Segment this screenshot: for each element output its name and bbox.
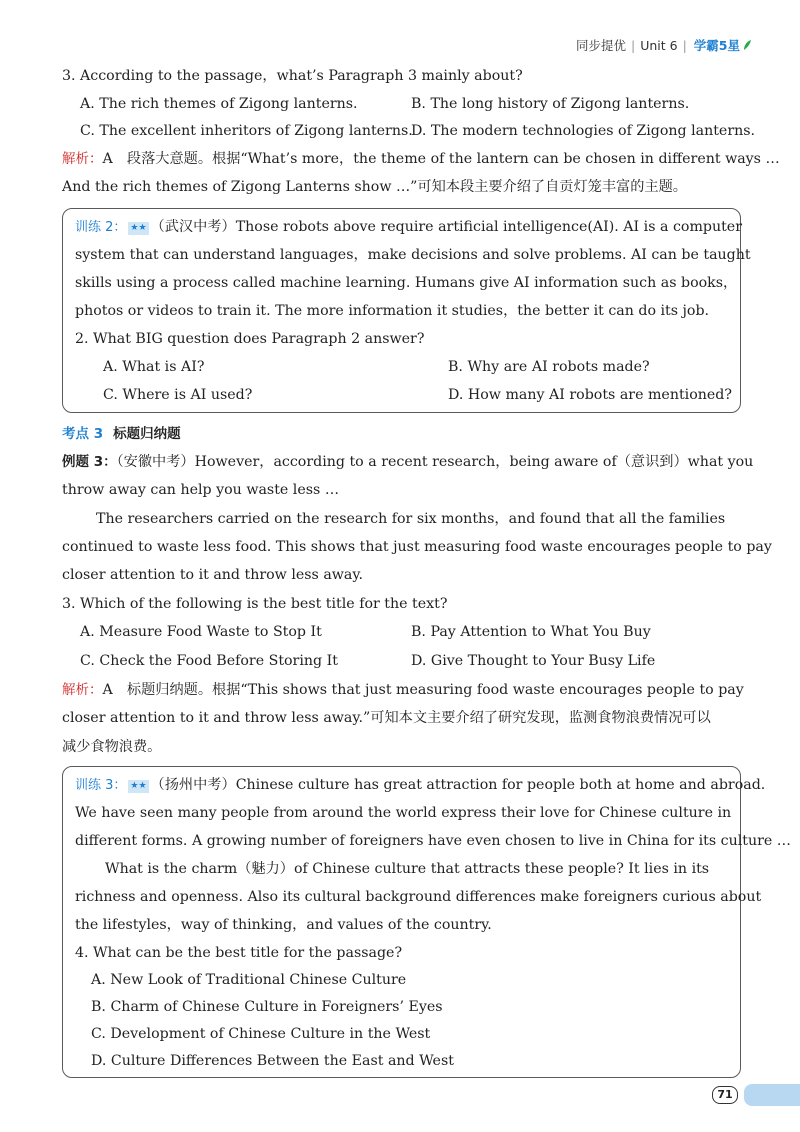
option-d: D. Culture Differences Between the East and West [91, 1053, 454, 1069]
passage-text: system that can understand languages，make decisions and solve problems. AI can be taught [75, 247, 751, 263]
training-2-box [62, 208, 751, 413]
option-c: C. The excellent inheritors of Zigong lanterns. [80, 123, 413, 139]
analysis-text: A 段落大意题。根据“What’s more，the theme of the lantern can be chosen in different ways … [102, 151, 780, 167]
option-b: B. Charm of Chinese Culture in Foreigners’ Eyes [91, 999, 443, 1015]
analysis-3b [62, 680, 744, 700]
page-number: 71 [712, 1086, 738, 1104]
training-3-box [62, 766, 791, 1078]
option-d: D. Give Thought to Your Busy Life [411, 653, 656, 669]
analysis-text: A 标题归纳题。根据“This shows that just measuring food waste encourages people to pay [102, 682, 744, 698]
training-3-line-1 [75, 775, 765, 796]
option-c: C. Where is AI used? [103, 387, 253, 403]
brand-logo: 学霸5星 [693, 38, 740, 53]
passage-text: the lifestyles，way of thinking，and values of the country. [75, 917, 492, 933]
difficulty-stars-icon: ★★ [130, 223, 147, 233]
option-b: B. Why are AI robots made? [448, 359, 650, 375]
analysis-text: closer attention to it and throw less away.”可知本文主要介绍了研究发现，监测食物浪费情况可以 [62, 710, 711, 726]
unit-label: Unit 6 [640, 37, 678, 53]
question-3b: 3. Which of the following is the best title for the text? [62, 596, 448, 612]
option-c: C. Development of Chinese Culture in the West [91, 1026, 431, 1042]
analysis-label: 解析： [62, 682, 103, 698]
analysis-3a [62, 149, 780, 169]
section-heading [62, 424, 181, 444]
kaodian-label: 考点 3 [62, 426, 104, 442]
passage-text: closer attention to it and throw less away. [62, 567, 364, 583]
passage-text: skills using a process called machine learning. Humans give AI information such as books， [75, 275, 738, 291]
example-3-line-1 [62, 452, 753, 472]
passage-text: continued to waste less food. This shows that just measuring food waste encourages people to pay [62, 539, 772, 555]
question-2: 2. What BIG question does Paragraph 2 answer? [75, 331, 425, 347]
passage-text: What is the charm（魅力）of Chinese culture that attracts these people? It lies in its [105, 861, 710, 877]
passage-text: We have seen many people from around the world express their love for Chinese culture in [75, 805, 732, 821]
training-label: 训练 2： [75, 220, 127, 235]
option-a: A. The rich themes of Zigong lanterns. [80, 96, 358, 112]
option-a: A. New Look of Traditional Chinese Culture [91, 972, 407, 988]
leaf-icon [742, 39, 752, 51]
section-label: 同步提优 [575, 38, 626, 53]
option-a: A. Measure Food Waste to Stop It [80, 624, 322, 640]
option-d: D. How many AI robots are mentioned? [448, 387, 732, 403]
option-b: B. The long history of Zigong lanterns. [411, 96, 690, 112]
difficulty-stars-icon: ★★ [130, 781, 147, 791]
kaodian-title: 标题归纳题 [113, 426, 181, 442]
analysis-text: 减少食物浪费。 [62, 739, 162, 755]
question-4: 4. What can be the best title for the passage? [75, 945, 403, 961]
source-label: （扬州中考） [150, 777, 236, 793]
option-c: C. Check the Food Before Storing It [80, 653, 338, 669]
option-a: A. What is AI? [103, 359, 205, 375]
passage-text: The researchers carried on the research for six months，and found that all the families [96, 511, 726, 527]
source-label: （武汉中考） [150, 219, 236, 235]
header-divider: | [630, 37, 636, 53]
analysis-3a-cont: And the rich themes of Zigong Lanterns show …”可知本段主要介绍了自贡灯笼丰富的主题。 [62, 179, 687, 195]
passage-text: Those robots above require artificial intelligence(AI). AI is a computer [235, 219, 742, 235]
example-label: 例题 3： [62, 454, 117, 470]
training-2-line-1 [75, 217, 742, 238]
option-d: D. The modern technologies of Zigong lanterns. [411, 123, 756, 139]
passage-text: different forms. A growing number of foreigners have even chosen to live in China for its culture … [75, 833, 791, 849]
page-header [576, 36, 752, 54]
page-edge-tab [744, 1084, 800, 1106]
passage-text: photos or videos to train it. The more information it studies，the better it can do its job. [75, 303, 710, 319]
question-3a: 3. According to the passage，what’s Paragraph 3 mainly about? [62, 68, 523, 84]
option-b: B. Pay Attention to What You Buy [411, 624, 651, 640]
passage-text: throw away can help you waste less … [62, 482, 340, 498]
source-label: （安徽中考） [116, 454, 195, 470]
analysis-label: 解析： [62, 151, 103, 167]
header-divider: | [682, 37, 687, 53]
passage-text: richness and openness. Also its cultural background differences make foreigners curious about [75, 889, 762, 905]
training-label: 训练 3： [75, 778, 127, 793]
passage-text: However，according to a recent research，being aware of（意识到）what you [194, 454, 754, 470]
passage-text: Chinese culture has great attraction for people both at home and abroad. [235, 777, 766, 793]
